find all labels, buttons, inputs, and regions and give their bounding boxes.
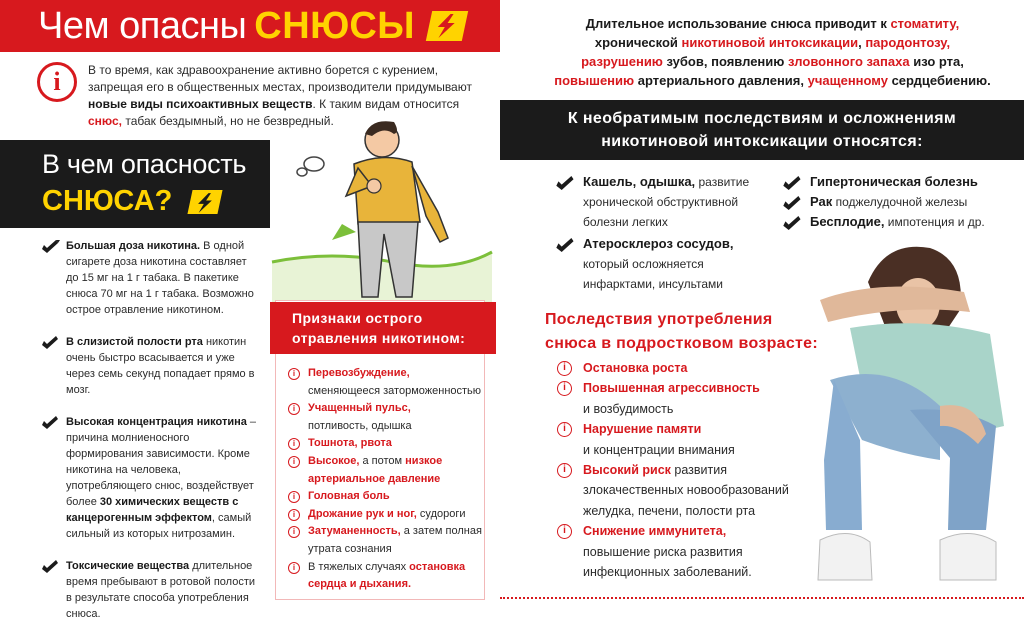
info-icon: i (288, 438, 300, 450)
lightning-icon (188, 190, 223, 214)
check-icon (782, 176, 804, 190)
info-icon: i (288, 403, 300, 415)
info-icon: i (288, 368, 300, 380)
list-item: Большая доза никотина. В одной сигарете доза никотина составляет до 15 мг на 1 г табака. В пакетике снюса 70 мг на 1 г табака. Возможно острое отравление никотином. (42, 238, 262, 318)
list-item: i Тошнота, рвота (288, 435, 483, 453)
list-item: Гипертоническая болезнь (782, 172, 1012, 192)
info-icon: i (557, 422, 572, 437)
info-icon: i (557, 524, 572, 539)
info-icon: i (288, 456, 300, 468)
danger-list (42, 238, 262, 622)
teen-title: Последствия употребления снюса в подростковом возрасте: (545, 311, 818, 352)
info-icon: i (557, 463, 572, 478)
list-item: i Дрожание рук и ног, судороги (288, 506, 483, 524)
info-icon: i (37, 62, 77, 102)
teen-consequences-list (557, 358, 807, 582)
signs-title: Признаки острого отравления никотином: (270, 302, 496, 354)
info-icon: i (288, 509, 300, 521)
info-icon: i (288, 526, 300, 538)
list-item: i Высокий риск развития злокачественных новообразований желудка, печени, полости рта (557, 460, 807, 521)
list-item: i Головная боль (288, 488, 483, 506)
list-item: Высокая концентрация никотина – причина молниеносного формирования зависимости. Кроме никотина на человека, употребляющего снюс, воздействует более 30 химических веществ с канцерогенным эффектом, самый сильный из которых нитрозамин. (42, 414, 262, 542)
list-item: В слизистой полости рта никотин очень быстро всасывается и уже через семь секунд попадает прямо в мозг. (42, 334, 262, 398)
list-item: Рак поджелудочной железы (782, 192, 1012, 212)
list-item: i Остановка роста (557, 358, 807, 378)
info-icon: i (288, 491, 300, 503)
list-item: Токсические вещества длительное время пребывают в ротовой полости в результате способа употребления снюса. (42, 558, 262, 622)
list-item: i Учащенный пульс, потливость, одышка (288, 400, 483, 435)
irreversible-banner: К необратимым последствиям и осложнениям никотиновой интоксикации относятся: (500, 100, 1024, 160)
effects-paragraph: Длительное использование снюса приводит к стоматиту, хронической никотиновой интоксикации, пародонтозу, разрушению зубов, появлению зловонного запаха изо рта, повышению артериального давления, учащенному сердцебиению. (554, 16, 991, 88)
list-item: i Нарушение памяти и концентрации внимания (557, 419, 807, 460)
list-item: Кашель, одышка, развитие хронической обструктивной болезни легких (555, 172, 775, 232)
list-item: i Высокое, а потом низкое артериальное давление (288, 453, 483, 488)
list-item: i Перевозбуждение, сменяющееся заторможенностью (288, 365, 483, 400)
list-item: i В тяжелых случаях остановка сердца и дыхания. (288, 559, 483, 594)
sad-girl-photo (790, 230, 1024, 590)
question-line1: В чем опасность (42, 149, 247, 179)
intro-paragraph: В то время, как здравоохранение активно борется с курением, запрещая его в общественных местах, производители придумывают новые виды психоактивных веществ. К таким видам относится снюс, табак бездымный, но не безвредный. (88, 63, 472, 128)
list-item: i Повышенная агрессивность и возбудимость (557, 378, 807, 419)
check-icon (555, 176, 577, 190)
list-item: Атеросклероз сосудов, который осложняется инфарктами, инсультами (555, 234, 775, 294)
list-item: i Снижение иммунитета, повышение риска развития инфекционных заболеваний. (557, 521, 807, 582)
check-icon (782, 196, 804, 210)
title-part2: СНЮСЫ (254, 4, 416, 47)
consequences-right (782, 172, 1012, 232)
check-icon (555, 238, 577, 252)
check-icon (42, 240, 60, 253)
lightning-icon (426, 11, 468, 41)
question-banner (0, 140, 270, 228)
list-item: i Затуманенность, а затем полная утрата сознания (288, 523, 483, 558)
check-icon (42, 416, 60, 429)
title-banner (0, 0, 500, 52)
info-icon: i (557, 381, 572, 396)
list-item: Бесплодие, импотенция и др. (782, 212, 1012, 232)
question-line2: СНЮСА? (42, 182, 270, 220)
sick-man-illustration (272, 112, 492, 302)
info-icon: i (288, 562, 300, 574)
title-part1: Чем опасны (38, 4, 247, 47)
signs-list (288, 365, 483, 594)
check-icon (42, 336, 60, 349)
check-icon (782, 216, 804, 230)
info-icon: i (557, 361, 572, 376)
consequences-left (555, 172, 775, 294)
check-icon (42, 560, 60, 573)
dotted-divider (500, 597, 1024, 599)
